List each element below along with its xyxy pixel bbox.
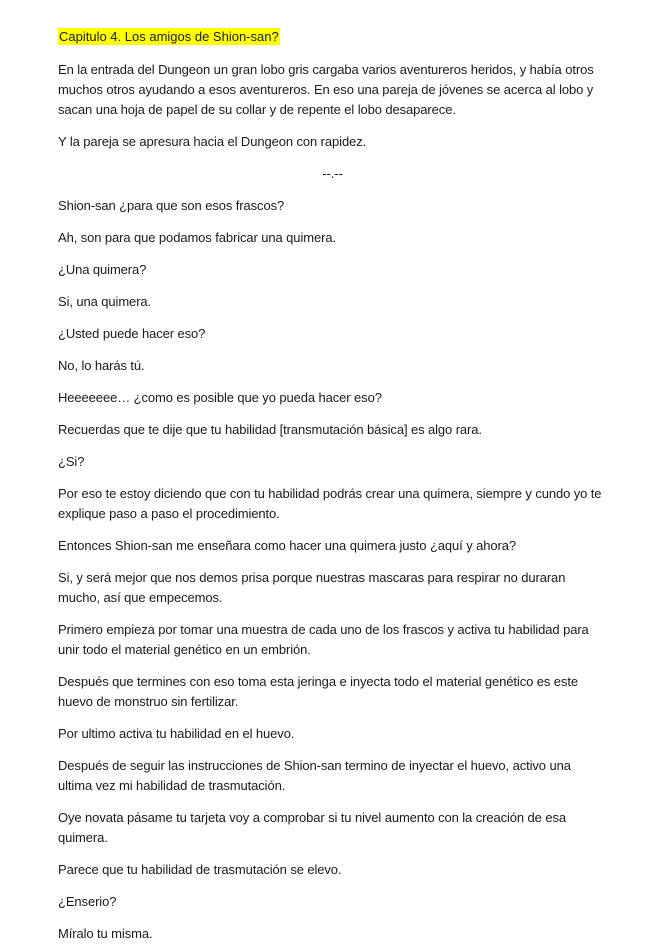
paragraph-18: Por ultimo activa tu habilidad en el huevo. xyxy=(58,726,295,741)
chapter-heading xyxy=(58,28,607,46)
chapter-title: Capitulo 4. Los amigos de Shion-san? xyxy=(59,29,279,44)
paragraph-20: Oye novata pásame tu tarjeta voy a comprobar si tu nivel aumento con la creación de esa quimera. xyxy=(58,810,566,845)
paragraph-11: Recuerdas que te dije que tu habilidad [transmutación básica] es algo rara. xyxy=(58,422,482,437)
paragraph-22: ¿Enserio? xyxy=(58,894,117,909)
paragraph-13: Por eso te estoy diciendo que con tu habilidad podrás crear una quimera, siempre y cundo yo te explique paso a paso el procedimiento. xyxy=(58,486,602,521)
paragraph-5: Ah, son para que podamos fabricar una quimera. xyxy=(58,230,336,245)
scene-separator: --.-- xyxy=(322,166,343,181)
paragraph-4: Shion-san ¿para que son esos frascos? xyxy=(58,198,285,213)
paragraph-21: Parece que tu habilidad de trasmutación se elevo. xyxy=(58,862,342,877)
paragraph-2: Y la pareja se apresura hacia el Dungeon con rapidez. xyxy=(58,134,367,149)
paragraph-9: No, lo harás tú. xyxy=(58,358,145,373)
paragraph-6: ¿Una quimera? xyxy=(58,262,147,277)
paragraph-12: ¿Si? xyxy=(58,454,85,469)
paragraph-1: En la entrada del Dungeon un gran lobo gris cargaba varios aventureros heridos, y había otros muchos otros ayudando a esos aventureros. En eso una pareja de jóvenes se acerca al lobo y sacan una hoja de papel de su collar y de repente el lobo desaparece. xyxy=(58,62,594,117)
paragraph-16: Primero empieza por tomar una muestra de cada uno de los frascos y activa tu habilidad para unir todo el material genético en un embrión. xyxy=(58,622,589,657)
paragraph-15: Si, y será mejor que nos demos prisa porque nuestras mascaras para respirar no duraran mucho, así que empecemos. xyxy=(58,570,566,605)
paragraph-10: Heeeeeee… ¿como es posible que yo pueda hacer eso? xyxy=(58,390,382,405)
paragraph-23: Míralo tu misma. xyxy=(58,926,153,941)
paragraph-8: ¿Usted puede hacer eso? xyxy=(58,326,206,341)
paragraph-19: Después de seguir las instrucciones de Shion-san termino de inyectar el huevo, activo una ultima vez mi habilidad de trasmutación. xyxy=(58,758,571,793)
paragraph-14: Entonces Shion-san me enseñara como hacer una quimera justo ¿aquí y ahora? xyxy=(58,538,516,553)
paragraph-17: Después que termines con eso toma esta jeringa e inyecta todo el material genético es este huevo de monstruo sin fertilizar. xyxy=(58,674,578,709)
paragraph-7: Si, una quimera. xyxy=(58,294,152,309)
